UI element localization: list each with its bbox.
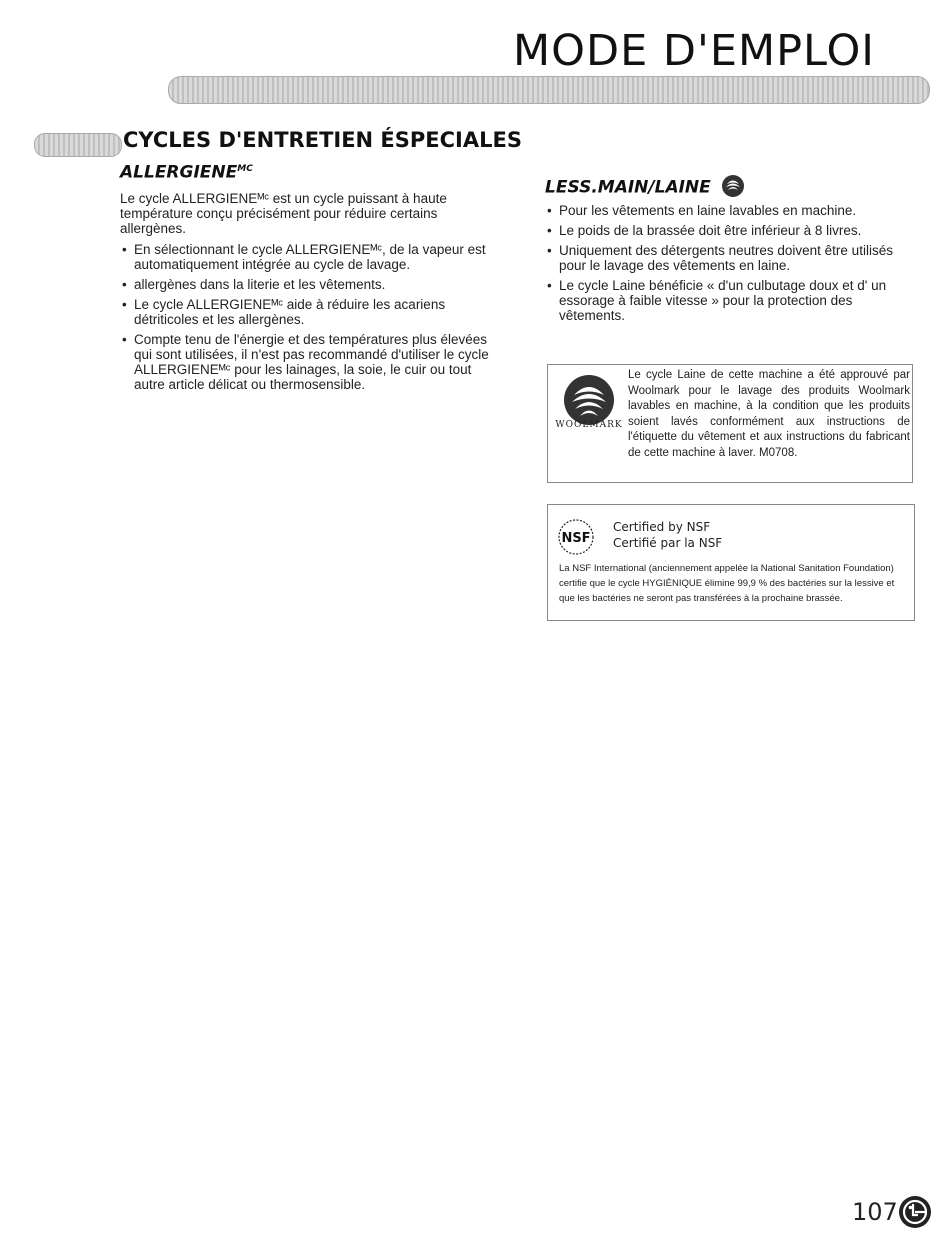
list-item: • Pour les vêtements en laine lavables en machine. — [545, 203, 915, 218]
nsf-certification-box — [547, 504, 915, 621]
woolmark-brand-label: WOOLMARK — [555, 420, 623, 430]
nsf-logo-icon — [557, 518, 595, 556]
section-marker-pill — [34, 133, 122, 157]
page-header-title: MODE D'EMPLOI — [513, 26, 875, 76]
woolmark-logo-icon — [562, 373, 616, 427]
section-title: CYCLES D'ENTRETIEN ÉSPECIALES — [123, 128, 522, 152]
woolmark-icon — [721, 174, 745, 201]
list-item: • Le cycle ALLERGIENEᴹᶜ aide à réduire les acariens détriticoles et les allergènes. — [120, 297, 490, 327]
woolmark-approval-text: Le cycle Laine de cette machine a été approuvé par Woolmark pour le lavage des produits Woolmark lavables en machine, à la condition que les produits soient lavés conformément aux instructions de l'étiquette du vêtement et aux instructions du fabricant de cette machine à laver. M0708. — [628, 369, 910, 459]
list-item: • Uniquement des détergents neutres doivent être utilisés pour le lavage des vêtements en laine. — [545, 243, 915, 273]
allergiene-heading — [120, 162, 490, 181]
allergiene-intro: Le cycle ALLERGIENEᴹᶜ est un cycle puissant à haute température conçu précisément pour réduire certains allergènes. — [120, 190, 447, 236]
nsf-certification-lines — [613, 519, 722, 551]
list-item: • Le poids de la brassée doit être inférieur à 8 livres. — [545, 223, 915, 238]
allergiene-column — [120, 162, 490, 397]
lg-logo-icon — [898, 1195, 932, 1229]
allergiene-heading-text: ALLERGIENE — [120, 162, 238, 183]
svg-text:NSF: NSF — [561, 531, 591, 546]
laine-heading-text: LESS.MAIN/LAINE — [545, 177, 711, 198]
list-item: • Compte tenu de l'énergie et des températures plus élevées qui sont utilisées, il n'est pas recommandé d'utiliser le cycle ALLERGIENEᴹᶜ pour les lainages, la soie, le cuir ou tout autre article délicat ou thermosensible. — [120, 332, 490, 392]
header-decorative-bar — [168, 76, 930, 104]
list-item: • En sélectionnant le cycle ALLERGIENEᴹᶜ, de la vapeur est automatiquement intégrée au cycle de lavage. — [120, 242, 490, 272]
nsf-cert-line-fr: Certifié par la NSF — [613, 536, 723, 550]
nsf-description: La NSF International (anciennement appelée la National Sanitation Foundation) certifie que le cycle HYGIÉNIQUE élimine 99,9 % des bactéries sur la lessive et que les bactéries ne seront pas transférées à la prochaine brassée. — [559, 563, 895, 604]
allergiene-bullet-list — [120, 242, 490, 392]
page-number: 107 — [852, 1198, 898, 1226]
laine-heading — [545, 174, 915, 201]
laine-column — [545, 174, 915, 328]
list-item: • allergènes dans la literie et les vêtements. — [120, 277, 490, 292]
allergiene-heading-sup: MC — [237, 164, 253, 174]
list-item: • Le cycle Laine bénéficie « d'un culbutage doux et d' un essorage à faible vitesse » pour la protection des vêtements. — [545, 278, 915, 323]
laine-bullet-list — [545, 203, 915, 323]
nsf-cert-line-en: Certified by NSF — [613, 520, 711, 534]
woolmark-notice-box — [547, 364, 913, 483]
